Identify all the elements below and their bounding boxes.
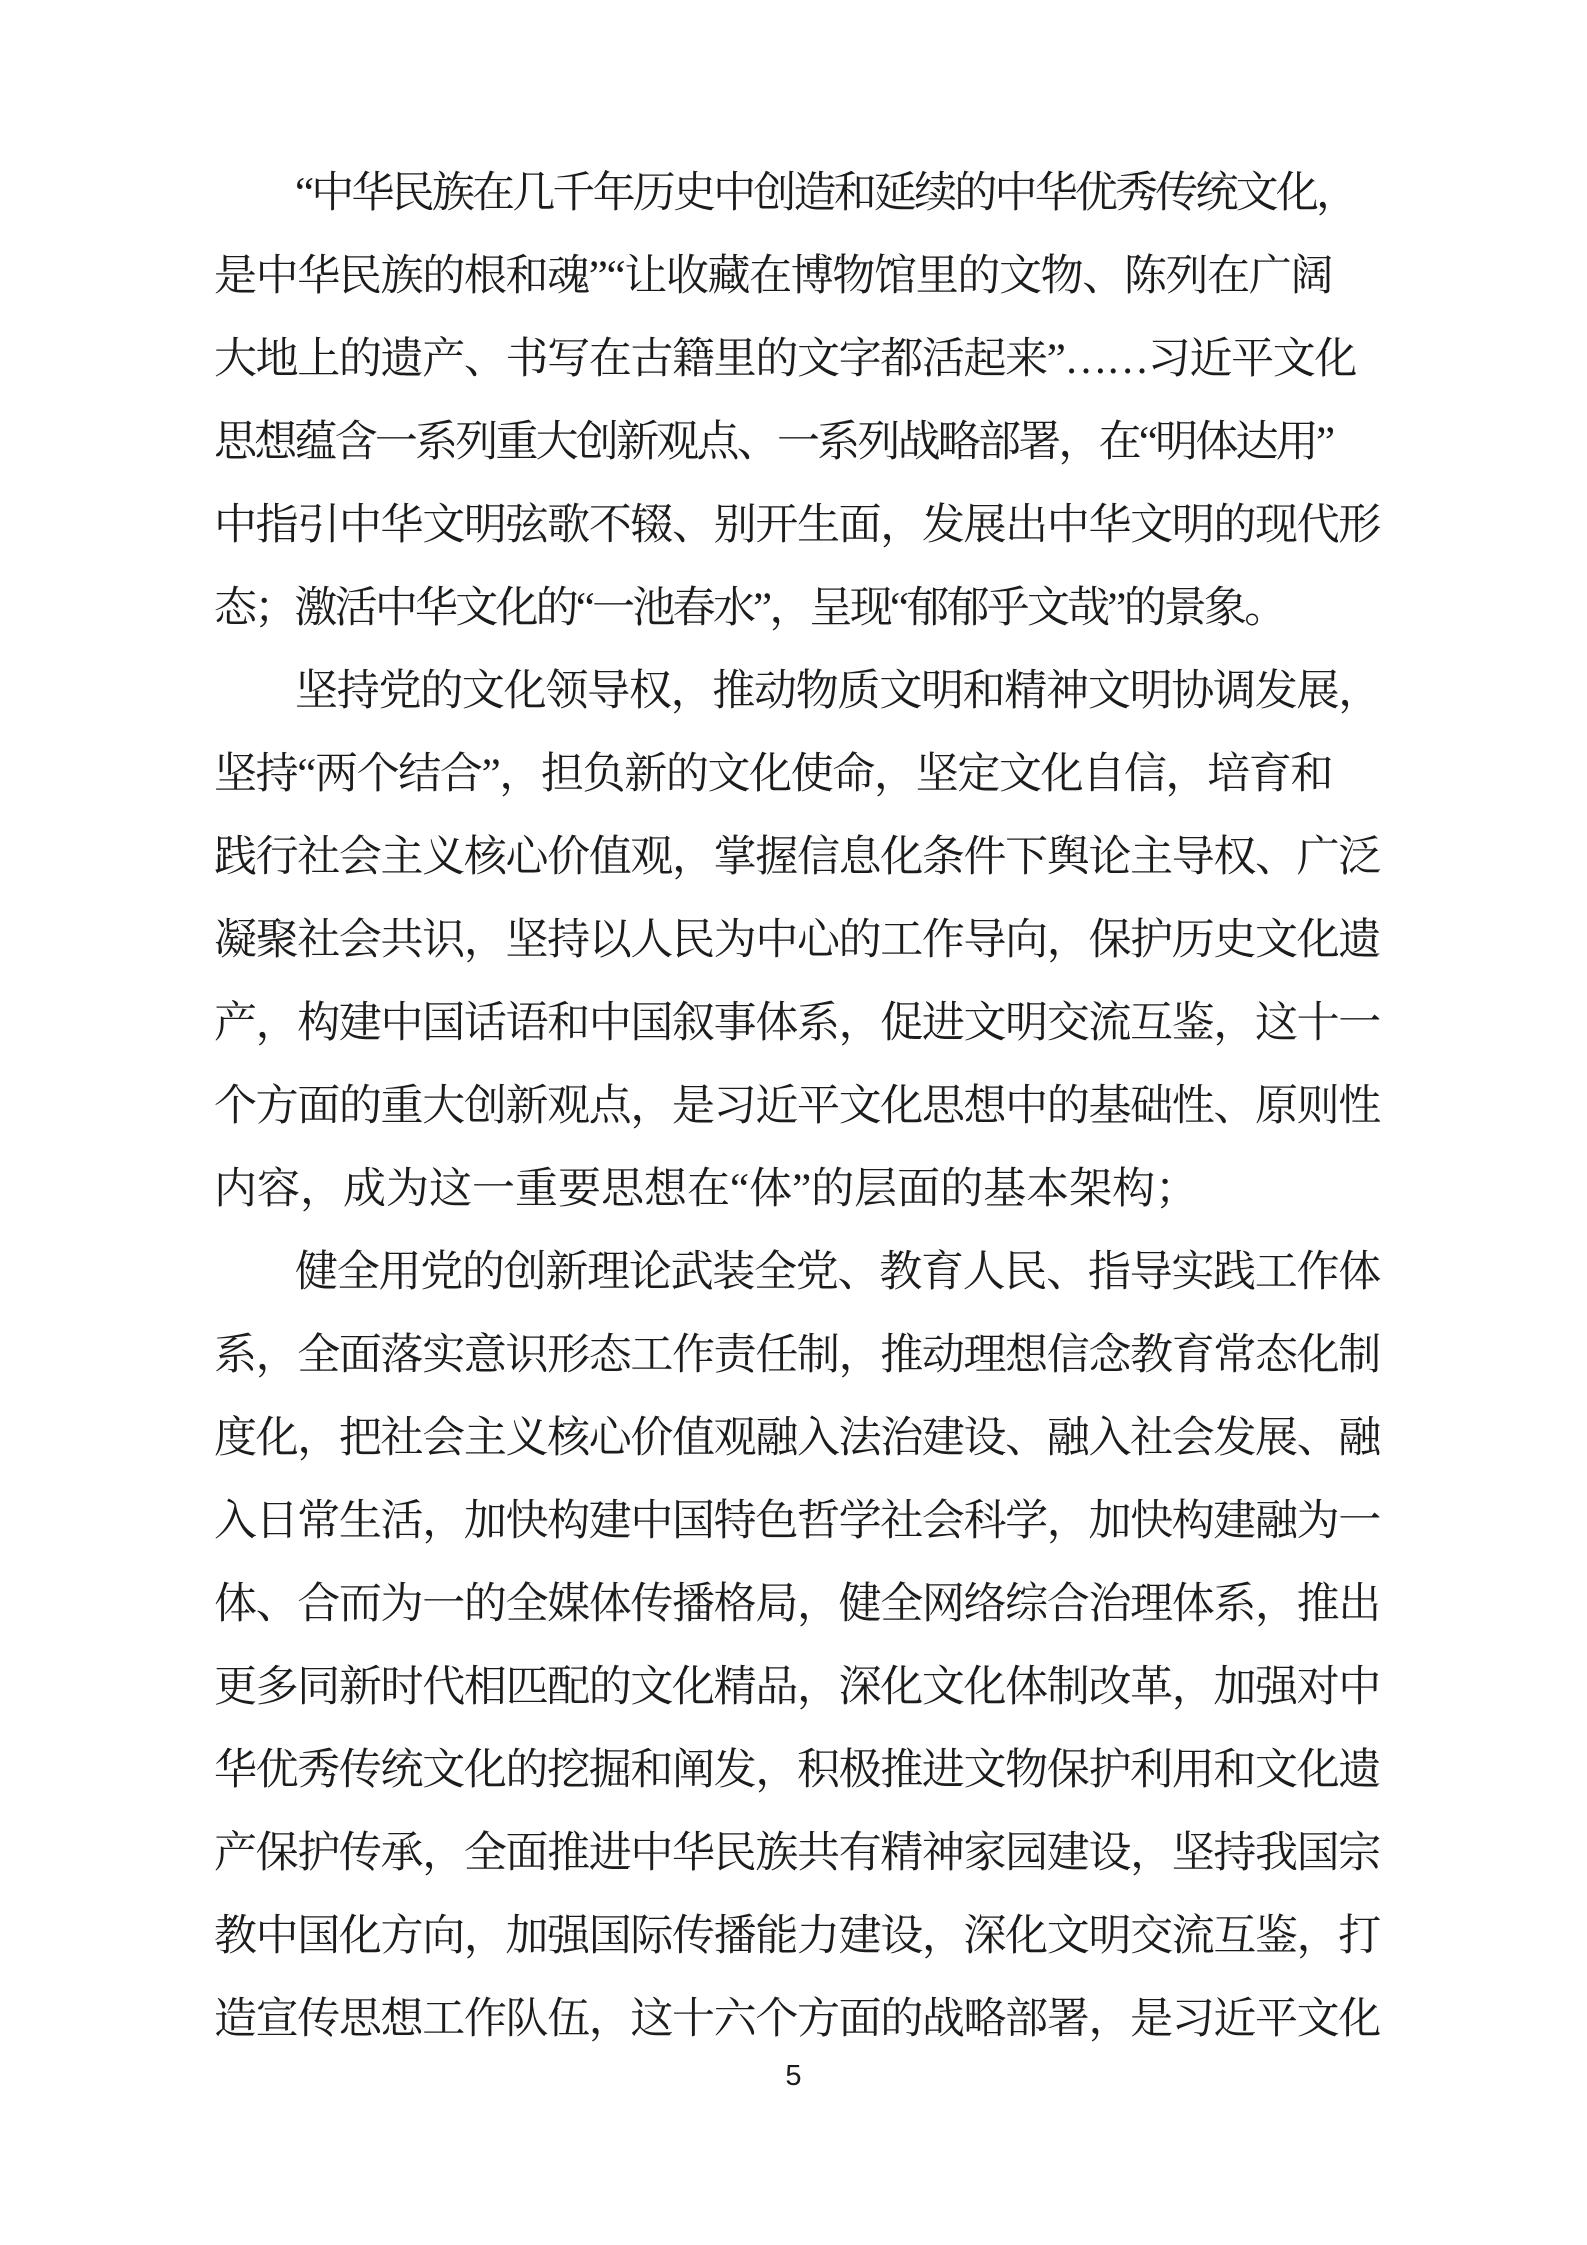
text-line: 中指引中华文明弦歌不辍、别开生面，发展出中华文明的现代形 — [214, 502, 1380, 549]
document-body — [214, 152, 1380, 2061]
text-line: 产保护传承，全面推进中华民族共有精神家园建设，坚持我国宗 — [214, 1830, 1380, 1877]
text-line: 更多同新时代相匹配的文化精品，深化文化体制改革，加强对中 — [214, 1664, 1380, 1711]
text-line: 华优秀传统文化的挖掘和阐发，积极推进文物保护利用和文化遗 — [214, 1747, 1380, 1794]
text-line: “中华民族在几千年历史中创造和延续的中华优秀传统文化， — [295, 170, 1357, 217]
text-line: 内容，成为这一重要思想在“体”的层面的基本架构； — [214, 1166, 1199, 1213]
text-line: 态；激活中华文化的“一池春水”，呈现“郁郁乎文哉”的景象。 — [214, 585, 1285, 632]
text-line: 教中国化方向，加强国际传播能力建设，深化文明交流互鉴，打 — [214, 1913, 1380, 1960]
text-line: 坚持党的文化领导权，推动物质文明和精神文明协调发展， — [295, 668, 1380, 715]
text-line: 个方面的重大创新观点，是习近平文化思想中的基础性、原则性 — [214, 1083, 1380, 1130]
text-line: 是中华民族的根和魂”“让收藏在博物馆里的文物、陈列在广阔 — [214, 253, 1333, 300]
text-line: 思想蕴含一系列重大创新观点、一系列战略部署，在“明体达用” — [214, 419, 1333, 466]
text-line: 大地上的遗产、书写在古籍里的文字都活起来”……习近平文化 — [214, 336, 1357, 383]
text-line: 造宣传思想工作队伍，这十六个方面的战略部署，是习近平文化 — [214, 1996, 1380, 2043]
text-line: 践行社会主义核心价值观，掌握信息化条件下舆论主导权、广泛 — [214, 834, 1380, 881]
text-line: 凝聚社会共识，坚持以人民为中心的工作导向，保护历史文化遗 — [214, 917, 1380, 964]
text-line: 产，构建中国话语和中国叙事体系，促进文明交流互鉴，这十一 — [214, 1000, 1380, 1047]
text-line: 度化，把社会主义核心价值观融入法治建设、融入社会发展、融 — [214, 1415, 1380, 1462]
text-line: 入日常生活，加快构建中国特色哲学社会科学，加快构建融为一 — [214, 1498, 1380, 1545]
text-line: 健全用党的创新理论武装全党、教育人民、指导实践工作体 — [295, 1249, 1380, 1296]
text-line: 系，全面落实意识形态工作责任制，推动理想信念教育常态化制 — [214, 1332, 1380, 1379]
text-line: 体、合而为一的全媒体传播格局，健全网络综合治理体系，推出 — [214, 1581, 1380, 1628]
text-line: 坚持“两个结合”，担负新的文化使命，坚定文化自信，培育和 — [214, 751, 1333, 798]
page-number: 5 — [785, 2060, 802, 2092]
